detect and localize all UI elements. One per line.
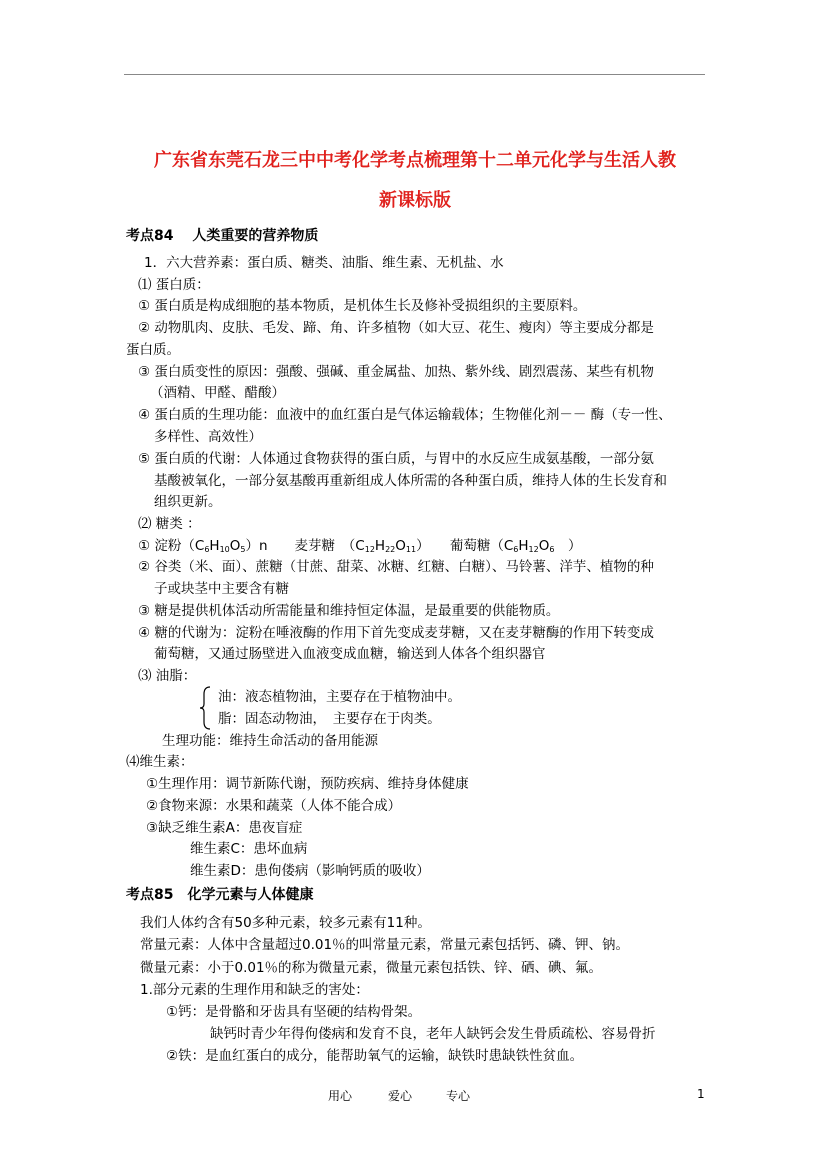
header-rule xyxy=(124,74,705,75)
text-line: 我们人体约含有50多种元素，较多元素有11种。 xyxy=(140,915,431,931)
text-line: 基酸被氧化，一部分氨基酸再重新组成人体所需的各种蛋白质，维持人体的生长发育和 xyxy=(154,473,667,489)
text-line: 微量元素：小于0.01％的称为微量元素，微量元素包括铁、锌、硒、碘、氟。 xyxy=(140,960,603,976)
text-line: 维生素D：患佝偻病（影响钙质的吸收） xyxy=(190,863,430,879)
doc-title-line1: 广东省东莞石龙三中中考化学考点梳理第十二单元化学与生活人教 xyxy=(154,150,676,171)
text-line: ② 谷类（米、面）、蔗糖（甘蔗、甜菜、冰糖、红糖、白糖）、马铃薯、洋芋、植物的种 xyxy=(138,559,654,575)
text-line: 维生素C：患坏血病 xyxy=(190,841,308,857)
sugar-formulas-line: ① 淀粉$(C_6H_{10}O_5)n$ 麦芽糖 $(C_{12}H_{22}O_{11})$ 葡萄糖（$C_6H_{12}O_6$ ） xyxy=(138,538,582,554)
text-line: 1.部分元素的生理作用和缺乏的害处： xyxy=(140,982,369,998)
text-line: 葡萄糖，又通过肠壁进入血液变成血糖，输送到人体各个组织器官 xyxy=(154,646,546,662)
text-line: 油：液态植物油，主要存在于植物油中。 xyxy=(218,689,461,705)
footer-text: 爱心 xyxy=(388,1089,413,1103)
text-line: ③缺乏维生素A：患夜盲症 xyxy=(146,820,303,836)
text-line: 组织更新。 xyxy=(154,494,222,510)
text-line: 子或块茎中主要含有糖 xyxy=(154,581,289,597)
footer-text: 用心 xyxy=(328,1089,353,1103)
brace-icon xyxy=(199,686,213,730)
text-line: 缺钙时青少年得佝偻病和发育不良，老年人缺钙会发生骨质疏松、容易骨折 xyxy=(210,1026,656,1042)
text-line: ④ 糖的代谢为：淀粉在唾液酶的作用下首先变成麦芽糖，又在麦芽糖酶的作用下转变成 xyxy=(138,625,654,641)
text-line: ③ 糖是提供机体活动所需能量和维持恒定体温，是最重要的供能物质。 xyxy=(138,603,560,619)
text-line: 常量元素：人体中含量超过0.01％的叫常量元素，常量元素包括钙、磷、钾、钠。 xyxy=(140,937,630,953)
text-line: ⑷维生素： xyxy=(126,754,194,770)
text-line: ②铁：是血红蛋白的成分，能帮助氧气的运输，缺铁时患缺铁性贫血。 xyxy=(166,1048,584,1064)
section-heading-85: 考点85 化学元素与人体健康 xyxy=(126,887,314,903)
text-line: ① 蛋白质是构成细胞的基本物质，是机体生长及修补受损组织的主要原料。 xyxy=(138,298,587,314)
text-line: ①生理作用：调节新陈代谢，预防疾病、维持身体健康 xyxy=(146,776,469,792)
text-line: 多样性、高效性） xyxy=(154,429,262,445)
text-line: ①钙：是骨骼和牙齿具有坚硬的结构骨架。 xyxy=(166,1004,422,1020)
text-line: 1．六大营养素：蛋白质、糖类、油脂、维生素、无机盐、水 xyxy=(144,255,504,271)
footer-text: 专心 xyxy=(446,1089,471,1103)
section-heading-84: 考点84 人类重要的营养物质 xyxy=(126,228,319,244)
doc-title-line2: 新课标版 xyxy=(379,190,451,211)
text-line: ③ 蛋白质变性的原因：强酸、强碱、重金属盐、加热、紫外线、剧烈震荡、某些有机物 xyxy=(138,364,654,380)
text-line: 生理功能：维持生命活动的备用能源 xyxy=(162,733,378,749)
text-line: ⑵ 糖类 ： xyxy=(138,516,201,532)
text-line: ⑤ 蛋白质的代谢：人体通过食物获得的蛋白质，与胃中的水反应生成氨基酸，一部分氨 xyxy=(138,451,654,467)
text-line: ④ 蛋白质的生理功能：血液中的血红蛋白是气体运输载体；生物催化剂－－ 酶（专一性、 xyxy=(138,407,672,423)
text-line: ⑶ 油脂： xyxy=(138,668,197,684)
page-number: 1 xyxy=(697,1087,705,1101)
text-line: ⑴ 蛋白质： xyxy=(138,277,210,293)
text-line: ② 动物肌肉、皮肤、毛发、蹄、角、许多植物（如大豆、花生、瘦肉）等主要成分都是 xyxy=(138,320,654,336)
text-line: （酒精、甲醛、醋酸） xyxy=(150,385,285,401)
text-line: 脂：固态动物油， 主要存在于肉类。 xyxy=(218,711,441,727)
text-line: 蛋白质。 xyxy=(126,342,180,358)
text-line: ②食物来源：水果和蔬菜（人体不能合成） xyxy=(146,798,402,814)
